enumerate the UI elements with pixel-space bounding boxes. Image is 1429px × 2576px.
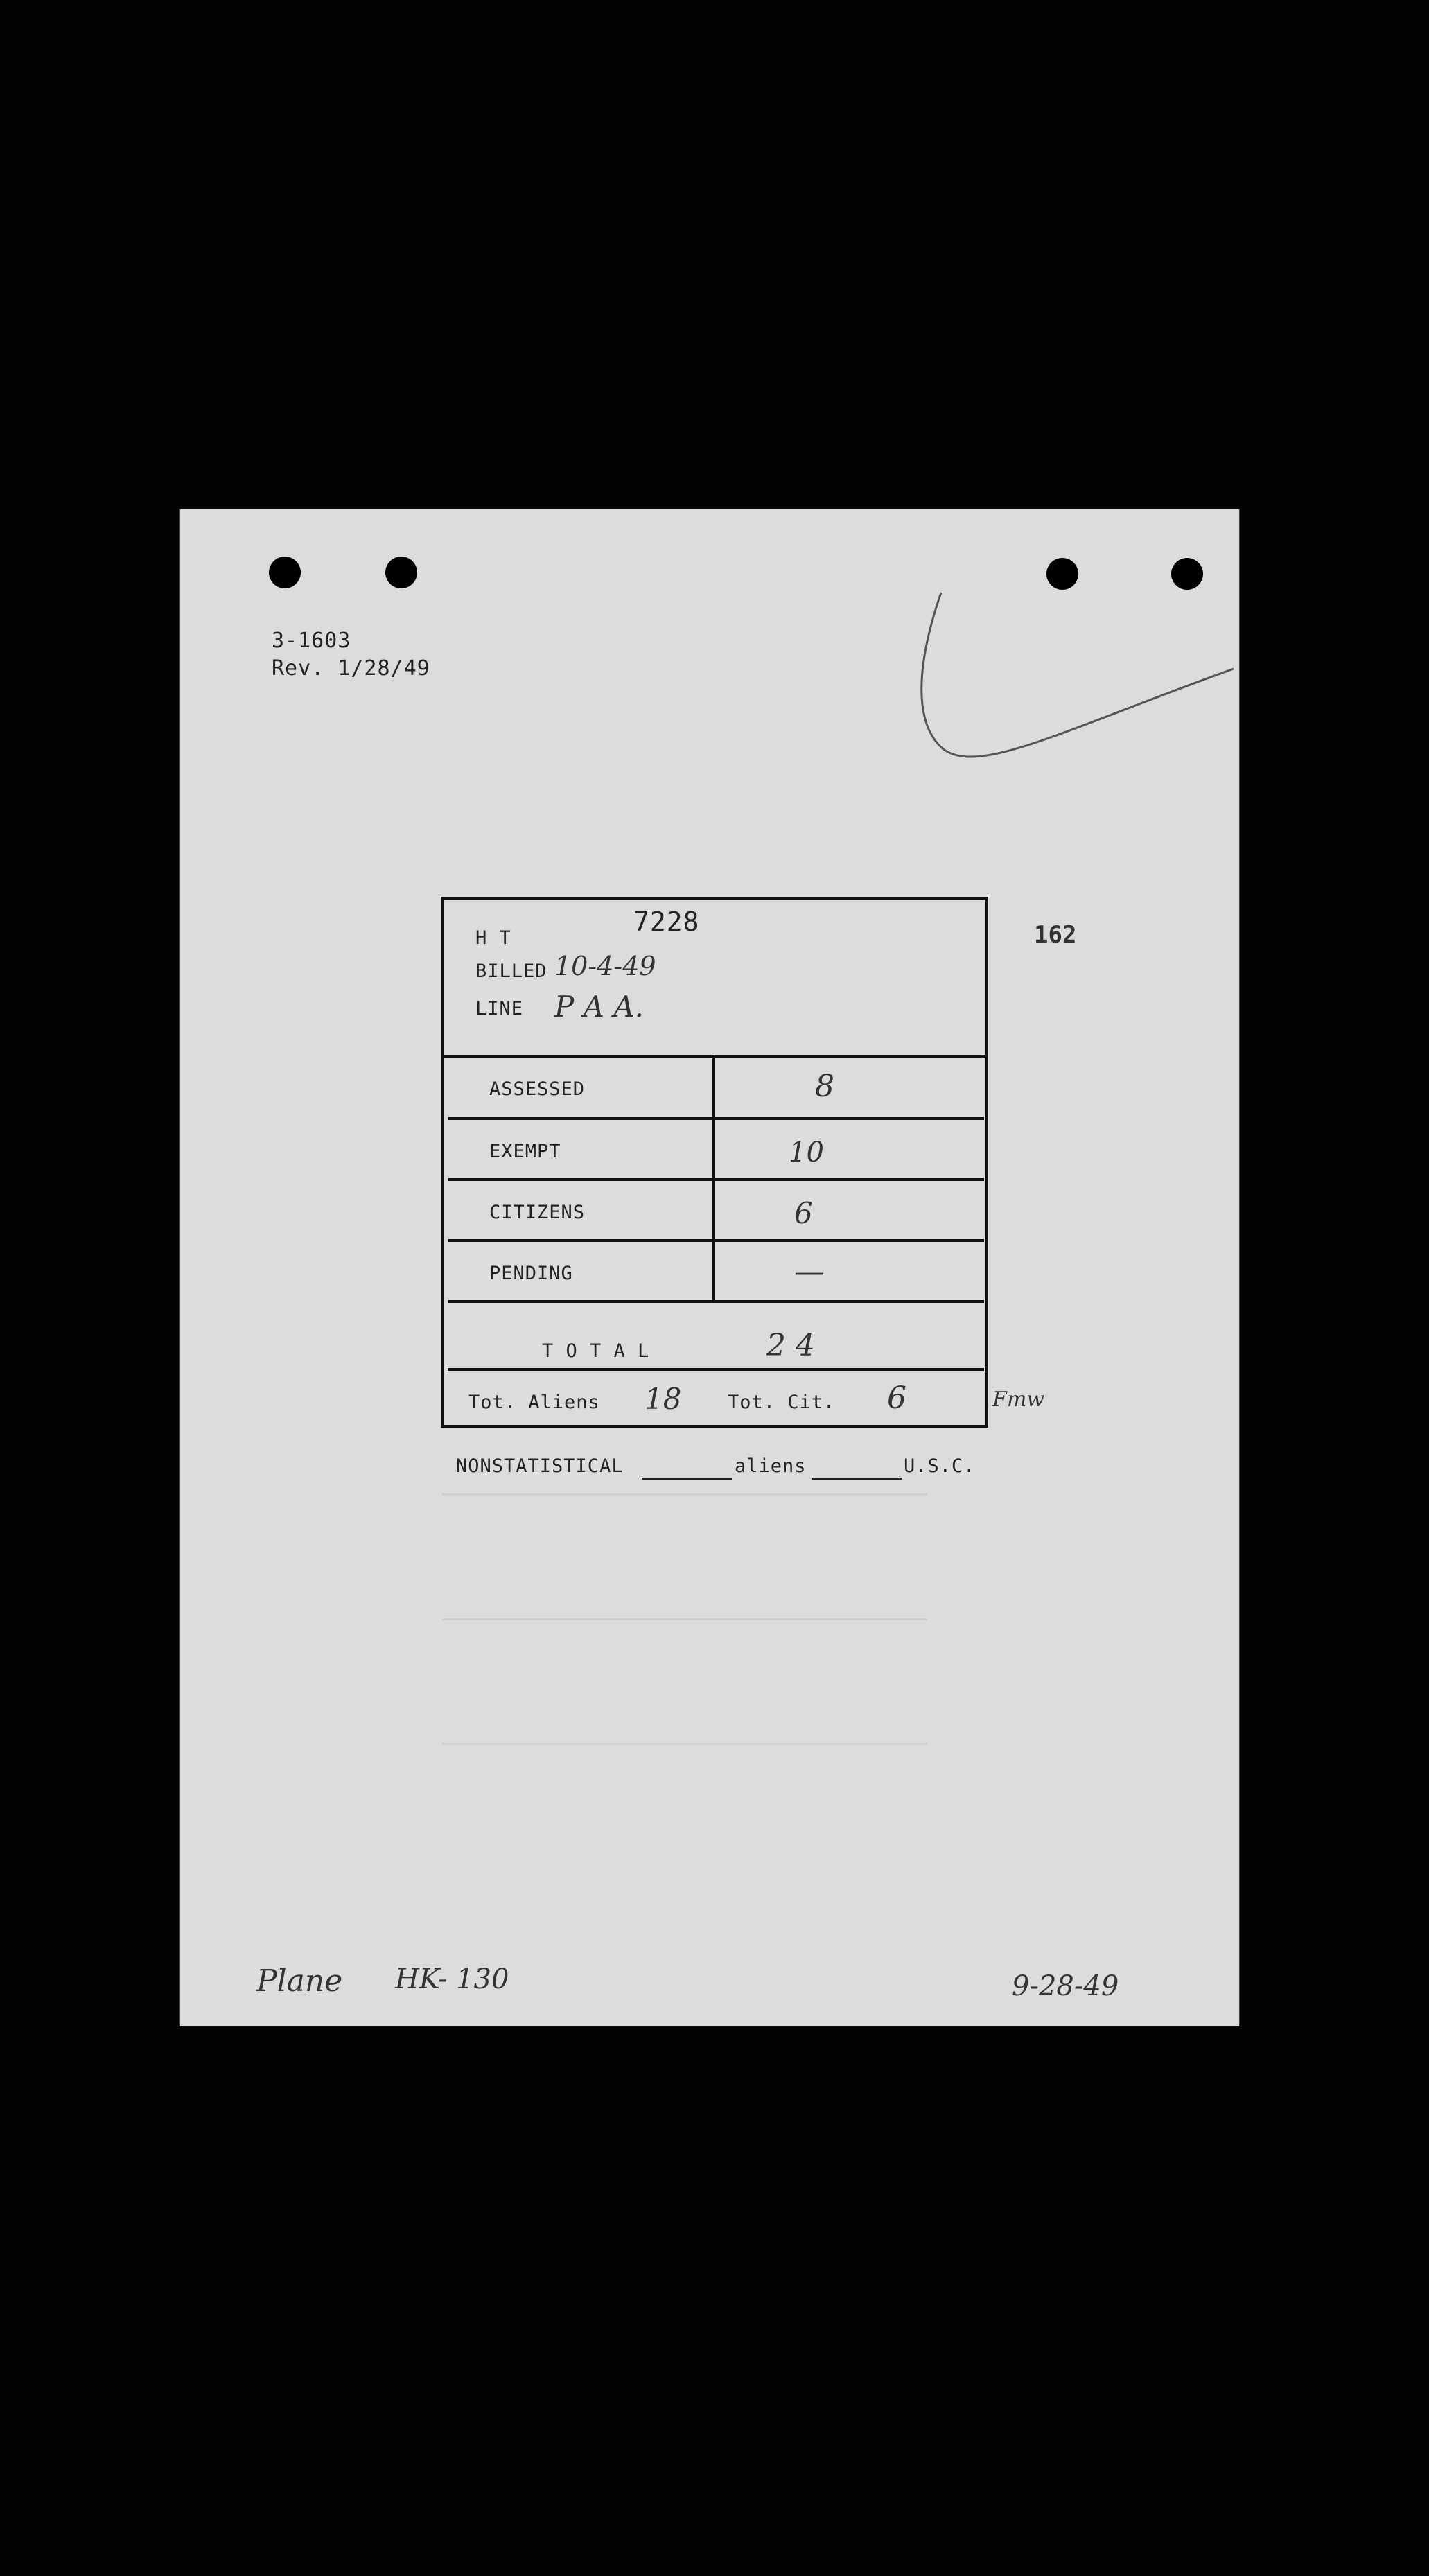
line-label: LINE xyxy=(475,998,524,1019)
table-row xyxy=(448,1055,984,1120)
punch-hole xyxy=(385,557,417,588)
pencil-mark xyxy=(901,586,1240,794)
nonstat-usc-label: U.S.C. xyxy=(904,1455,976,1477)
nonstatistical-line xyxy=(456,1455,624,1483)
tot-cit-label: Tot. Cit. xyxy=(728,1392,836,1413)
row-label: PENDING xyxy=(489,1263,573,1284)
billed-label: BILLED xyxy=(475,961,547,982)
head-tax-form-table xyxy=(441,897,988,1428)
table-row xyxy=(448,1181,984,1242)
row-value: — xyxy=(794,1254,825,1290)
form-revision: Rev. 1/28/49 xyxy=(272,656,430,681)
row-label: ASSESSED xyxy=(489,1078,586,1100)
page-number: 162 xyxy=(1034,921,1077,949)
plane-label: Plane xyxy=(256,1963,343,1999)
table-row xyxy=(448,1242,984,1303)
ht-value: 7228 xyxy=(633,906,700,937)
nonstat-label: NONSTATISTICAL xyxy=(456,1455,624,1477)
form-number: 3-1603 xyxy=(272,629,351,653)
total-label: T O T A L xyxy=(542,1340,650,1362)
row-value: 10 xyxy=(789,1137,824,1168)
form-header xyxy=(444,900,985,1058)
document-date: 9-28-49 xyxy=(1012,1970,1119,2002)
row-value: 8 xyxy=(815,1069,834,1104)
row-label: CITIZENS xyxy=(489,1202,586,1223)
total-value: 2 4 xyxy=(766,1328,815,1363)
plane-value: HK- 130 xyxy=(395,1963,509,1995)
table-row xyxy=(448,1120,984,1181)
nonstat-blank-2 xyxy=(812,1478,902,1480)
line-value: P A A. xyxy=(554,990,644,1024)
totals-line xyxy=(444,1371,985,1426)
nonstat-blank-1 xyxy=(642,1478,732,1480)
faint-bleedthrough-line xyxy=(442,1618,927,1620)
initials: Fmw xyxy=(992,1387,1044,1412)
tot-aliens-label: Tot. Aliens xyxy=(468,1392,600,1413)
ht-label: H T xyxy=(475,927,511,949)
faint-bleedthrough-line xyxy=(442,1743,927,1745)
row-value: 6 xyxy=(794,1196,813,1230)
billed-value: 10-4-49 xyxy=(554,951,656,981)
tot-cit-value: 6 xyxy=(887,1381,906,1416)
total-row xyxy=(448,1303,984,1371)
row-label: EXEMPT xyxy=(489,1141,561,1162)
punch-hole xyxy=(269,557,301,588)
faint-bleedthrough-line xyxy=(442,1493,927,1496)
nonstat-aliens-label: aliens xyxy=(735,1455,807,1477)
tot-aliens-value: 18 xyxy=(645,1382,682,1416)
